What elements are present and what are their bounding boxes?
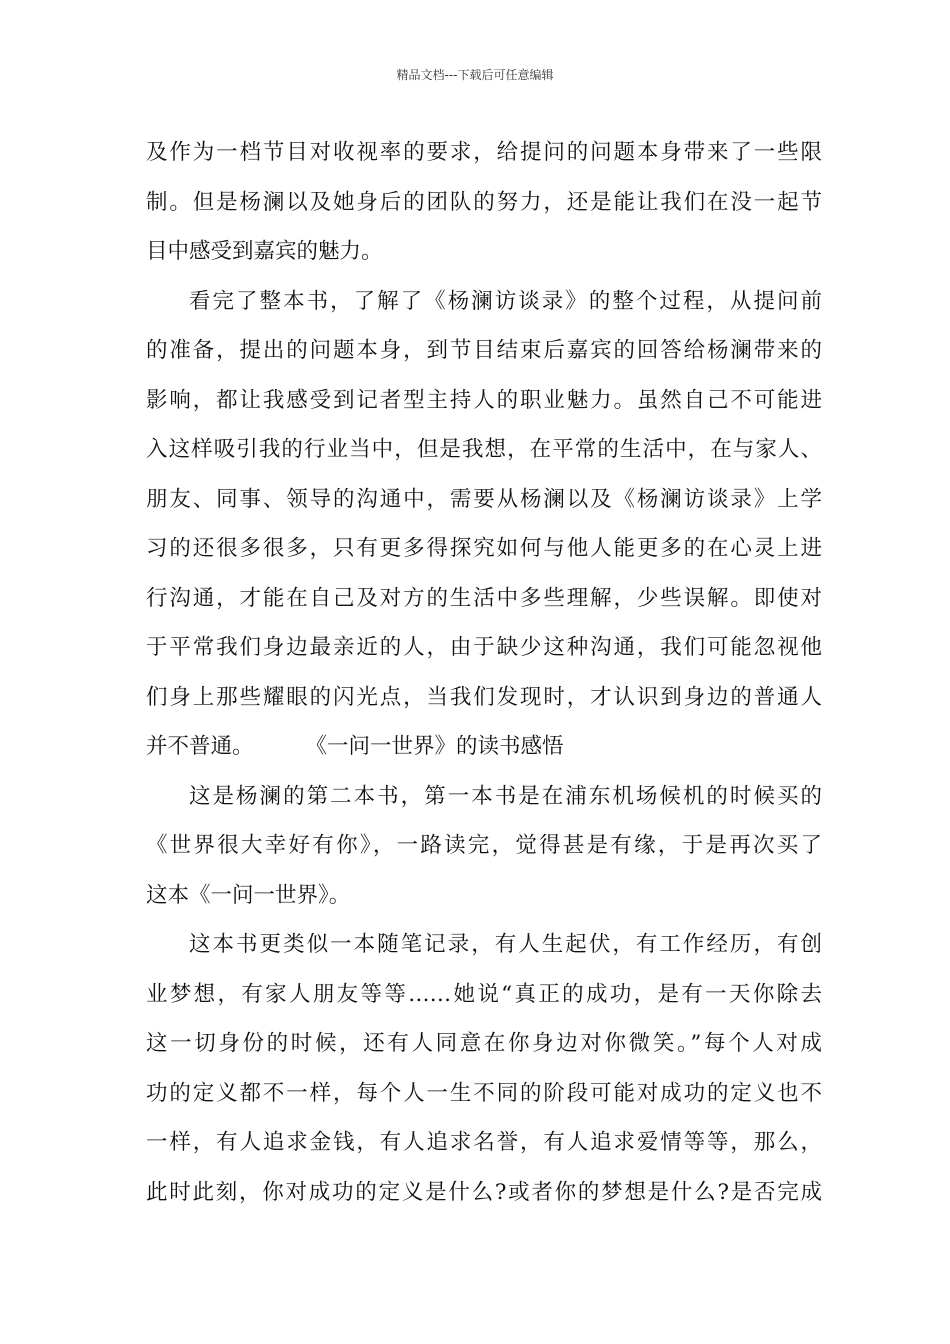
section-title: 《一问一世界》的读书感悟 xyxy=(305,734,564,759)
document-body xyxy=(146,128,822,1217)
text-line: 朋友、同事、领导的沟通中，需要从杨澜以及《杨澜访谈录》上学 xyxy=(146,486,822,512)
text-line: 此时此刻，你对成功的定义是什么?或者你的梦想是什么?是否完成 xyxy=(146,1179,822,1205)
text-line: 业梦想，有家人朋友等等……她说“真正的成功，是有一天你除去 xyxy=(146,981,822,1007)
text-line: 功的定义都不一样，每个人一生不同的阶段可能对成功的定义也不 xyxy=(146,1080,822,1106)
text-line: 这一切身份的时候，还有人同意在你身边对你微笑。”每个人对成 xyxy=(146,1031,822,1056)
text-line: 影响，都让我感受到记者型主持人的职业魅力。虽然自己不可能进 xyxy=(146,387,822,413)
page-header: 精品文档---下载后可任意编辑 xyxy=(396,68,554,82)
text-line: 及作为一档节目对收视率的要求，给提问的问题本身带来了一些限 xyxy=(146,140,822,165)
text-line: 于平常我们身边最亲近的人，由于缺少这种沟通，我们可能忽视他 xyxy=(146,635,822,660)
text-line: 目中感受到嘉宾的魅力。 xyxy=(146,239,383,264)
text-line xyxy=(146,722,822,772)
text-line: 行沟通，才能在自己及对方的生活中多些理解，少些误解。即使对 xyxy=(146,585,822,611)
text-line: 《世界很大幸好有你》，一路读完，觉得甚是有缘，于是再次买了 xyxy=(146,833,822,858)
text-line: 看完了整本书，了解了《杨澜访谈录》的整个过程，从提问前 xyxy=(189,288,822,314)
text-line: 制。但是杨澜以及她身后的团队的努力，还是能让我们在没一起节 xyxy=(146,189,822,215)
text-line: 这本书更类似一本随笔记录，有人生起伏，有工作经历，有创 xyxy=(189,932,822,957)
text-line: 入这样吸引我的行业当中，但是我想，在平常的生活中，在与家人、 xyxy=(146,437,822,462)
text-line: 这本《一问一世界》。 xyxy=(146,882,351,908)
text-line: 的准备，提出的问题本身，到节目结束后嘉宾的回答给杨澜带来的 xyxy=(146,338,822,363)
text-line: 这是杨澜的第二本书，第一本书是在浦东机场候机的时候买的 xyxy=(189,783,822,809)
text-line: 一样，有人追求金钱，有人追求名誉，有人追求爱情等等，那么， xyxy=(146,1130,822,1155)
text-line: 习的还很多很多，只有更多得探究如何与他人能更多的在心灵上进 xyxy=(146,536,822,561)
text-line: 们身上那些耀眼的闪光点，当我们发现时，才认识到身边的普通人 xyxy=(146,684,822,710)
paragraph-end: 并不普通。 xyxy=(146,734,254,759)
